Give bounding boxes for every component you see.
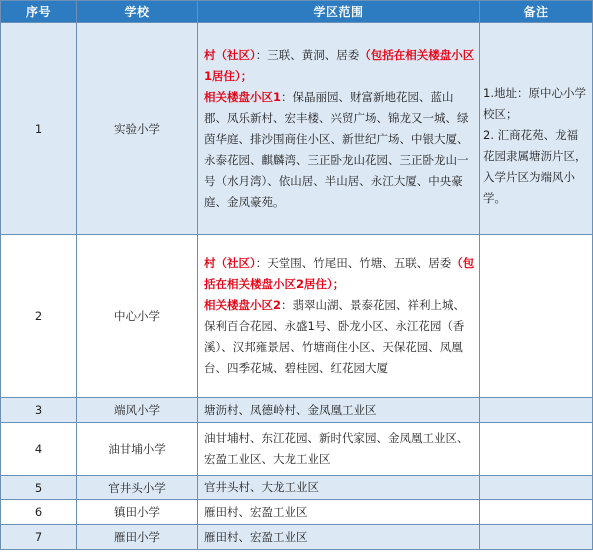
row-note [480, 235, 593, 398]
row-note [480, 398, 593, 423]
row-school: 官井头小学 [77, 476, 198, 500]
row-school: 中心小学 [77, 235, 198, 398]
row-school: 雁田小学 [77, 525, 198, 550]
row-note [480, 23, 593, 235]
community-text: ：天堂围、竹尾田、竹塘、五联、居委 [255, 256, 452, 270]
header-row [1, 1, 593, 23]
community-paren: （包括在相关楼盘小区2居住）； [204, 256, 475, 291]
table-row [1, 423, 593, 476]
header-no: 序号 [1, 1, 77, 23]
estate-label: 相关楼盘小区2 [204, 298, 282, 312]
row-no: 5 [1, 476, 77, 500]
row-school: 油甘埔小学 [77, 423, 198, 476]
row-no: 1 [1, 23, 77, 235]
row-no: 6 [1, 500, 77, 525]
row-area [198, 235, 480, 398]
row-area [198, 476, 480, 500]
row-note [480, 500, 593, 525]
community-text: ：三联、黄洞、居委 [255, 47, 360, 62]
estate-text: ：保晶丽园、财富新地花园、蓝山郡、凤乐新村、宏丰楼、兴贸广场、锦龙又一城、绿茵华庭、排沙围商住小区、新世纪广场、中银大厦、永泰花园、麒麟湾、三正卧龙山花园、三正卧龙山一号（水月湾）、依山居、半山居、永江大厦、中央豪庭、金凤豪苑。 [204, 89, 469, 209]
row-school: 端风小学 [77, 398, 198, 423]
header-area: 学区范围 [198, 1, 480, 23]
row-school: 镇田小学 [77, 500, 198, 525]
row-note [480, 423, 593, 476]
community-paren: （包括在相关楼盘小区1居住）； [204, 47, 475, 83]
row-area [198, 398, 480, 423]
area-text: 雁田村、宏盈工业区 [204, 504, 308, 519]
table-row [1, 525, 593, 550]
area-text: 雁田村、宏盈工业区 [204, 529, 308, 544]
table-row [1, 235, 593, 398]
area-text: 官井头村、大龙工业区 [204, 480, 319, 494]
row-area [198, 423, 480, 476]
row-area [198, 23, 480, 235]
area-text: 油甘埔村、东江花园、新时代家园、金凤凰工业区、宏盈工业区、大龙工业区 [204, 431, 469, 466]
header-note: 备注 [480, 1, 593, 23]
row-no: 2 [1, 235, 77, 398]
row-area [198, 525, 480, 550]
row-no: 4 [1, 423, 77, 476]
row-no: 7 [1, 525, 77, 550]
row-note [480, 525, 593, 550]
community-label: 村（社区） [204, 47, 256, 62]
table-row [1, 398, 593, 423]
estate-text: ：翡翠山湖、景泰花园、祥利上城、保利百合花园、永盛1号、卧龙小区、永江花园（香溪）、汉邦雍景居、竹塘商住小区、天保花园、凤凰台、四季花城、碧桂园、红花园大厦 [204, 298, 466, 375]
row-note [480, 476, 593, 500]
table-row [1, 500, 593, 525]
table-row [1, 476, 593, 500]
row-no: 3 [1, 398, 77, 423]
estate-label: 相关楼盘小区1 [204, 89, 282, 104]
table-row [1, 23, 593, 235]
header-school: 学校 [77, 1, 198, 23]
community-label: 村（社区） [204, 256, 256, 270]
row-school: 实验小学 [77, 23, 198, 235]
area-text: 塘沥村、凤德岭村、金凤凰工业区 [204, 402, 377, 417]
row-area [198, 500, 480, 525]
note-text: 1.地址：原中心小学校区； 2. 汇商花苑、龙福花园隶属塘沥片区，入学片区为端风小学。 [483, 85, 587, 205]
